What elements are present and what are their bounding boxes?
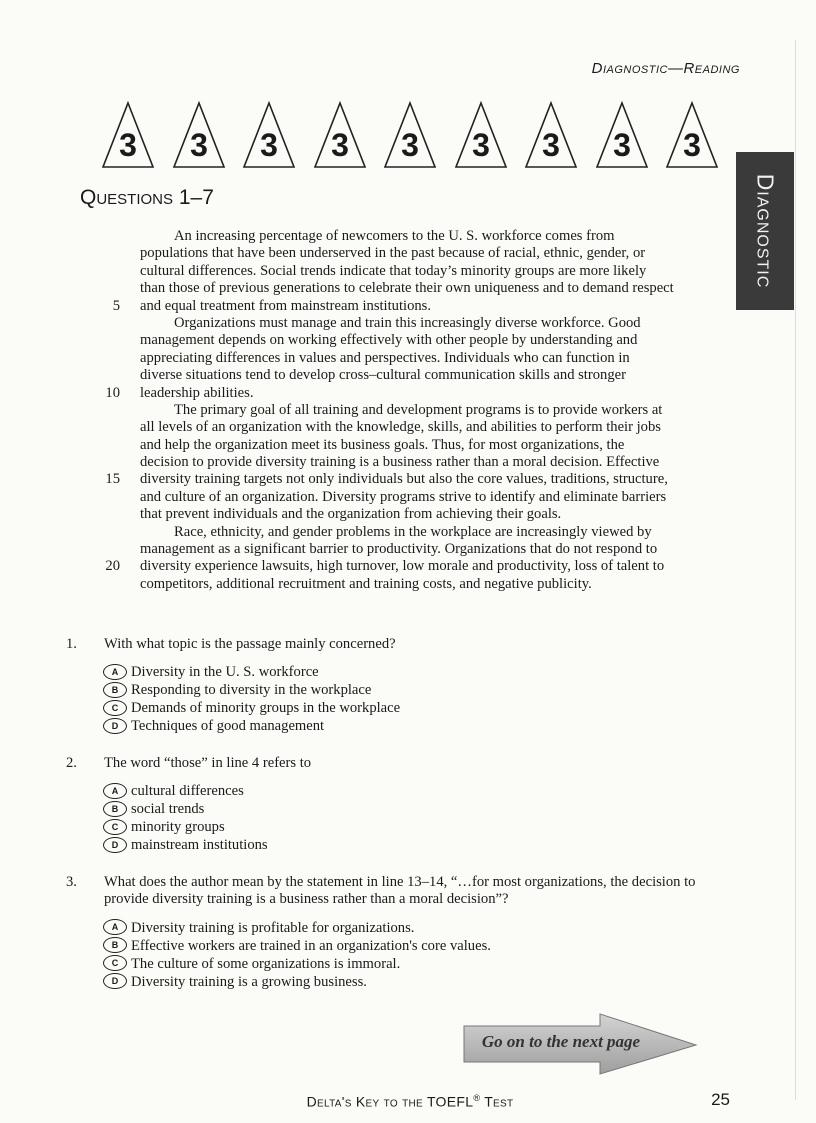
answer-choice-text: mainstream institutions [131,837,268,854]
answer-choice-text: Diversity in the U. S. workforce [131,664,319,681]
section-number: 3 [331,127,349,163]
answer-choice-c[interactable] [103,955,726,973]
section-number: 3 [401,127,419,163]
answer-choices [103,663,726,735]
line-number: 15 [105,471,120,488]
answer-bubble[interactable]: D [103,718,127,734]
answer-bubble[interactable]: D [103,973,127,989]
section-triangle-marker [171,100,227,170]
question-number: 2. [66,755,77,771]
answer-choices [103,782,726,854]
answer-bubble[interactable]: B [103,801,127,817]
section-number: 3 [190,127,208,163]
answer-choice-text: Demands of minority groups in the workplace [131,700,401,717]
answer-bubble[interactable]: C [103,955,127,971]
answer-choice-text: Techniques of good management [131,718,325,735]
answer-choices [103,919,726,991]
passage-line [92,576,692,593]
page-number: 25 [711,1090,730,1109]
answer-choice-text: The culture of some organizations is immoral. [131,955,401,972]
question-1 [66,636,726,735]
section-triangle-marker [453,100,509,170]
answer-choice-b[interactable] [103,681,726,699]
passage-line [92,315,692,332]
answer-choice-a[interactable] [103,782,726,800]
question-number: 3. [66,874,77,890]
answer-choice-c[interactable] [103,699,726,717]
section-triangle-marker [594,100,650,170]
answer-choice-c[interactable] [103,818,726,836]
passage-line-text: management as a significant barrier to productivity. Organizations that do not respond to [140,541,658,558]
footer-book-title: Delta's Key to the TOEFL® Test [306,1093,514,1110]
answer-choice-text: Responding to diversity in the workplace [131,682,372,699]
passage-line [92,245,692,262]
section-number: 3 [683,127,701,163]
passage-line [92,419,692,436]
passage-line-text: Race, ethnicity, and gender problems in the workplace are increasingly viewed by [174,523,652,540]
next-page-arrow[interactable] [462,1012,698,1076]
passage-line [92,454,692,471]
line-number: 10 [105,384,120,401]
question-2 [66,755,726,854]
passage-line [92,263,692,280]
section-number: 3 [542,127,560,163]
passage-line [92,558,692,575]
passage-line-text: decision to provide diversity training is a business rather than a moral decision. Effective [140,454,660,471]
passage-line-text: than those of previous generations to celebrate their own uniqueness and to demand respect [140,280,674,297]
passage-line-text: management depends on working effectively with other people by understanding and [140,332,638,349]
section-triangle-marker [312,100,368,170]
passage-line-text: and culture of an organization. Diversity programs strive to identify and eliminate barriers [140,488,667,505]
question-stem: The word “those” in line 4 refers to [104,755,312,771]
passage-line-text: appreciating differences in values and perspectives. Individuals who can function in [140,349,630,366]
answer-choice-text: Diversity training is profitable for organizations. [131,919,415,936]
answer-bubble[interactable]: D [103,837,127,853]
passage-line [92,471,692,488]
passage-line [92,402,692,419]
passage-line [92,385,692,402]
answer-choice-b[interactable] [103,937,726,955]
page-edge-rule [795,40,796,1100]
passage-line [92,524,692,541]
passage-line [92,350,692,367]
answer-choice-text: cultural differences [131,783,244,800]
answer-choice-a[interactable] [103,919,726,937]
section-triangle-marker [664,100,720,170]
answer-bubble[interactable]: B [103,937,127,953]
question-stem: What does the author mean by the statement in line 13–14, “…for most organizations, the decision to provide diversity training is a business rather than a moral decision”? [104,874,696,908]
passage-line [92,298,692,315]
passage-line-text: Organizations must manage and train this increasingly diverse workforce. Good [174,314,641,331]
passage-line [92,332,692,349]
answer-choice-d[interactable] [103,717,726,735]
answer-bubble[interactable]: A [103,783,127,799]
passage-line [92,506,692,523]
section-triangle-marker [523,100,579,170]
section-marker-row [100,100,720,175]
question-number: 1. [66,636,77,652]
passage-line-text: diversity experience lawsuits, high turnover, low morale and productivity, loss of talent to [140,558,665,575]
section-number: 3 [119,127,137,163]
answer-choice-d[interactable] [103,973,726,991]
answer-choice-text: Effective workers are trained in an organization's core values. [131,937,491,954]
line-number: 20 [105,558,120,575]
questions-heading: Questions 1–7 [80,186,214,209]
section-triangle-marker [100,100,156,170]
answer-choice-text: social trends [131,801,205,818]
passage-line-text: cultural differences. Social trends indicate that today’s minority groups are more likely [140,262,647,279]
passage-line-text: and help the organization meet its business goals. Thus, for most organizations, the [140,436,625,453]
passage-line-text: An increasing percentage of newcomers to the U. S. workforce comes from [174,228,615,244]
answer-choice-text: minority groups [131,819,225,836]
passage-line [92,541,692,558]
passage-line [92,280,692,297]
next-page-label: Go on to the next page [481,1032,641,1051]
passage-line-text: The primary goal of all training and development programs is to provide workers at [174,401,663,418]
passage-line [92,228,692,245]
line-number: 5 [112,297,120,314]
answer-bubble[interactable]: C [103,819,127,835]
passage-line-text: populations that have been underserved in the past because of racial, ethnic, gender, or [140,245,646,262]
question-3 [66,874,726,991]
answer-bubble[interactable]: A [103,919,127,935]
passage-line-text: that prevent individuals and the organization from achieving their goals. [140,506,562,523]
passage-line [92,367,692,384]
section-number: 3 [260,127,278,163]
side-tab [736,152,794,310]
section-triangle-marker [382,100,438,170]
passage-line [92,489,692,506]
answer-choice-d[interactable] [103,836,726,854]
question-stem: With what topic is the passage mainly concerned? [104,636,396,652]
answer-choice-a[interactable] [103,663,726,681]
section-triangle-marker [241,100,297,170]
section-number: 3 [613,127,631,163]
passage-line-text: leadership abilities. [140,384,254,401]
section-number: 3 [472,127,490,163]
passage-line-text: and equal treatment from mainstream institutions. [140,297,431,314]
answer-choice-text: Diversity training is a growing business. [131,973,367,990]
passage-line-text: diversity training targets not only individuals but also the core values, traditions, structure, [140,471,668,488]
passage-line-text: competitors, additional recruitment and training costs, and negative publicity. [140,575,592,592]
passage-line-text: all levels of an organization with the knowledge, skills, and abilities to perform their jobs [140,419,661,436]
side-tab-label: Diagnostic [752,173,779,289]
reading-passage [92,228,692,593]
passage-line-text: diverse situations tend to develop cross–cultural communication skills and stronger [140,367,626,384]
answer-bubble[interactable]: B [103,682,127,698]
answer-bubble[interactable]: A [103,664,127,680]
passage-line [92,437,692,454]
running-header: Diagnostic—Reading [591,60,740,77]
answer-choice-b[interactable] [103,800,726,818]
answer-bubble[interactable]: C [103,700,127,716]
